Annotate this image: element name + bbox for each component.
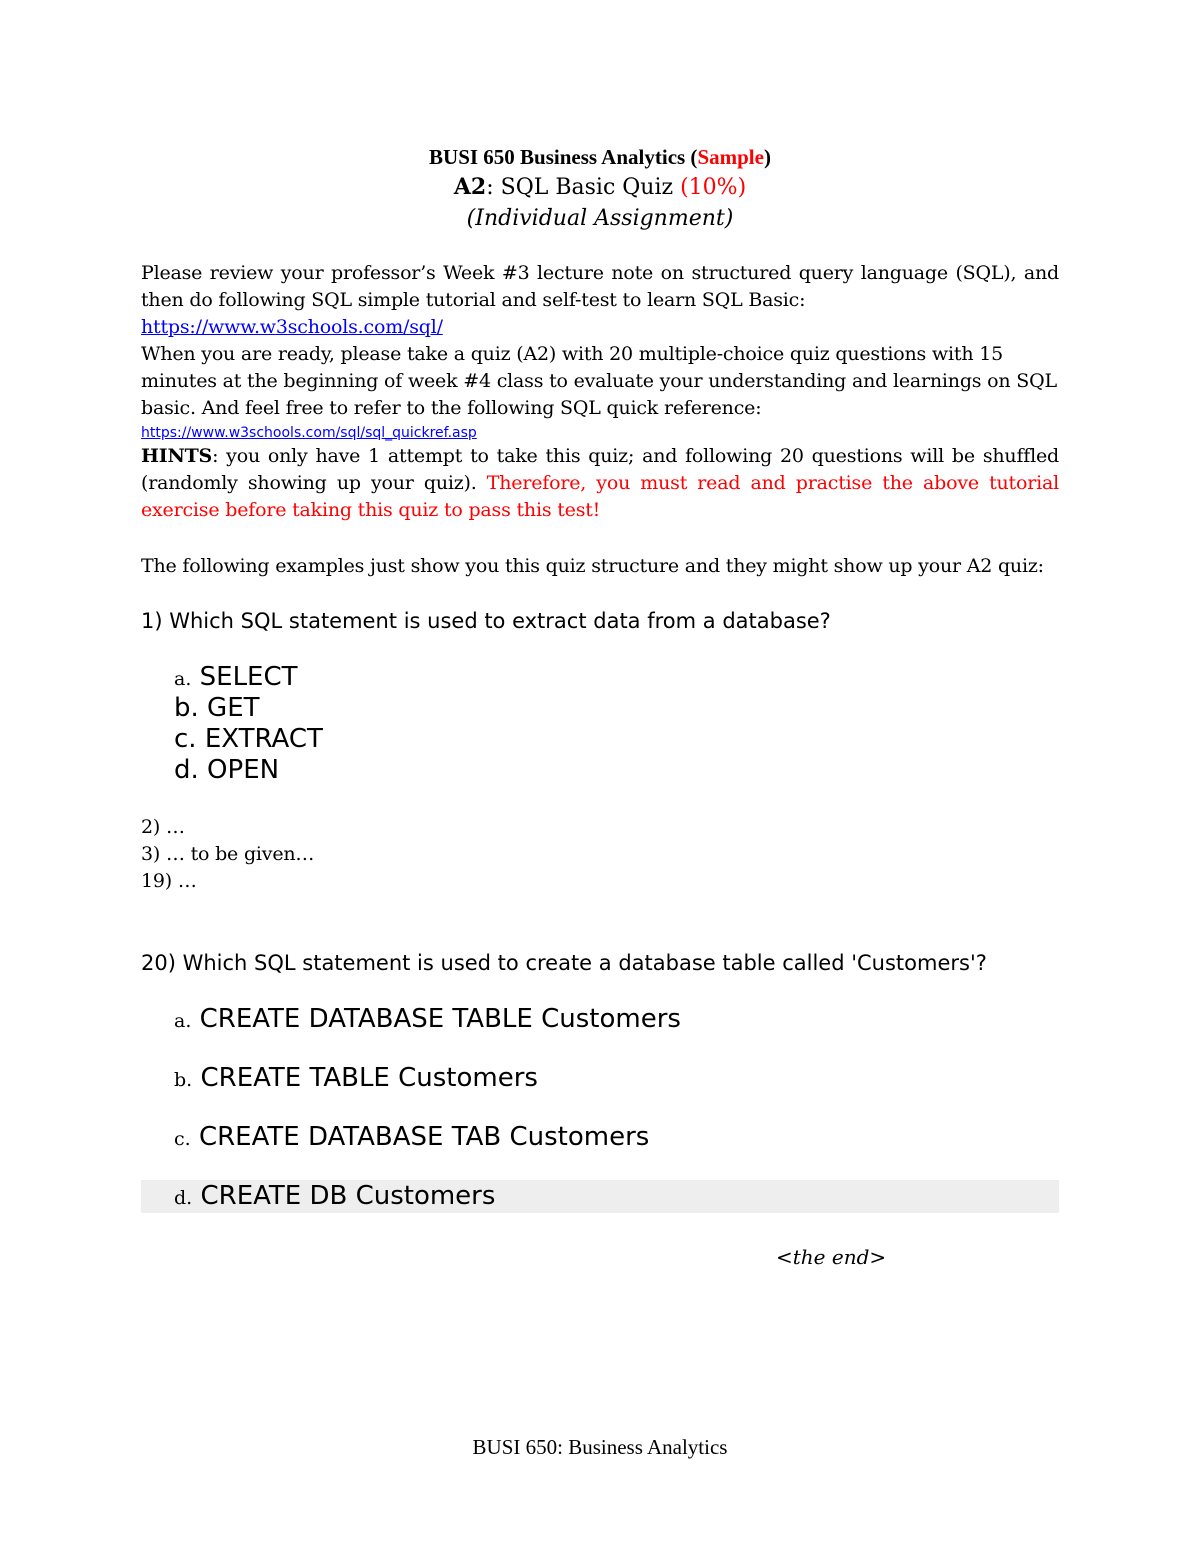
option-marker: b. <box>174 693 199 723</box>
option-marker: a. <box>174 1010 192 1032</box>
hints-line-3: exercise before taking this quiz to pass this test! <box>141 499 601 521</box>
question-2-placeholder: 2) … <box>141 816 185 838</box>
hints-warning: Therefore, you must read and practise the above tutorial <box>486 472 1059 494</box>
q20-option-a <box>174 1004 681 1036</box>
assignment-type: (Individual Assignment) <box>466 206 734 231</box>
intro-line-1: Please review your professor’s Week #3 lecture note on structured query language (SQL), and <box>141 262 1059 284</box>
q1-option-d <box>174 755 279 785</box>
quiz-title <box>0 172 1200 203</box>
course-title-text: BUSI 650 Business Analytics ( <box>429 145 698 169</box>
reference-link[interactable]: https://www.w3schools.com/sql/sql_quickref.asp <box>141 425 477 441</box>
course-title <box>0 143 1200 171</box>
question-3-placeholder: 3) … to be given… <box>141 843 315 865</box>
hints-line-2 <box>141 470 1059 497</box>
option-marker: c. <box>174 1128 191 1150</box>
intro-line-3: When you are ready, please take a quiz (A2) with 20 multiple-choice quiz questions with 15 <box>141 343 1003 365</box>
hints-line-1 <box>141 443 1059 470</box>
a2-label: A2 <box>453 174 487 200</box>
page-footer: BUSI 650: Business Analytics <box>472 1435 728 1459</box>
hints-text: : you only have 1 attempt to take this quiz; and following 20 questions will be shuffled <box>212 445 1059 467</box>
q20-option-b <box>174 1063 538 1095</box>
option-marker: d. <box>174 755 199 785</box>
question-19-placeholder: 19) … <box>141 870 197 892</box>
hints-line-2-text: (randomly showing up your quiz). <box>141 472 487 494</box>
option-marker: d. <box>174 1187 193 1209</box>
intro-line-5: basic. And feel free to refer to the following SQL quick reference: <box>141 397 762 419</box>
quiz-percent: (10%) <box>680 175 747 200</box>
option-text: GET <box>198 693 260 723</box>
examples-intro: The following examples just show you this quiz structure and they might show up your A2 quiz: <box>141 555 1044 577</box>
option-text: SELECT <box>191 662 298 692</box>
question-1: 1) Which SQL statement is used to extract data from a database? <box>141 609 831 633</box>
option-text: EXTRACT <box>196 724 323 754</box>
q20-option-d <box>174 1181 495 1213</box>
intro-line-4: minutes at the beginning of week #4 class to evaluate your understanding and learnings on SQL <box>141 370 1057 392</box>
option-marker: a. <box>174 668 192 690</box>
q1-option-a <box>174 662 298 694</box>
intro-line-2: then do following SQL simple tutorial and self-test to learn SQL Basic: <box>141 289 806 311</box>
option-marker: c. <box>174 724 197 754</box>
quiz-title-text: : SQL Basic Quiz <box>486 175 681 200</box>
option-text: OPEN <box>198 755 280 785</box>
q20-option-c <box>174 1122 649 1154</box>
option-marker: b. <box>174 1069 193 1091</box>
option-text: CREATE DATABASE TAB Customers <box>190 1122 650 1152</box>
q1-option-c <box>174 724 323 754</box>
tutorial-link[interactable]: https://www.w3schools.com/sql/ <box>141 316 443 338</box>
option-text: CREATE DATABASE TABLE Customers <box>191 1004 681 1034</box>
hints-label: HINTS <box>141 445 213 467</box>
q1-option-b <box>174 693 260 723</box>
question-20: 20) Which SQL statement is used to create a database table called 'Customers'? <box>141 951 987 975</box>
option-text: CREATE DB Customers <box>192 1181 496 1211</box>
sample-label: Sample <box>697 145 764 169</box>
option-text: CREATE TABLE Customers <box>192 1063 538 1093</box>
course-title-close: ) <box>763 145 771 169</box>
the-end: <the end> <box>776 1245 887 1269</box>
